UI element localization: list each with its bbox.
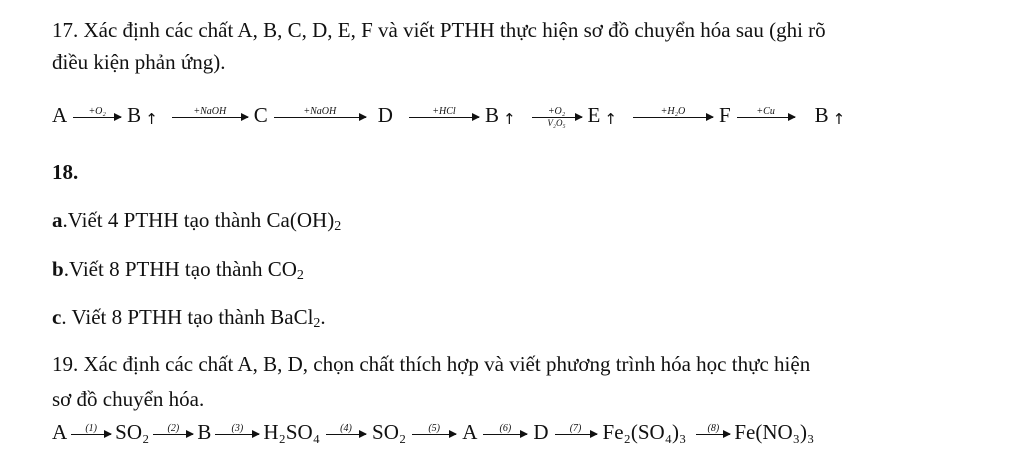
gas-up-icon: ↑ [145, 110, 158, 128]
arrow-step-8 [696, 423, 730, 445]
item-label: c [52, 305, 62, 329]
step-label: (3) [231, 423, 244, 434]
node-so2: SO₂ [115, 420, 150, 444]
node-d: D [533, 420, 549, 444]
node-b-3: B [814, 103, 829, 127]
q17-scheme [52, 103, 845, 128]
step-label: (2) [167, 423, 180, 434]
gas-up-icon: ↑ [832, 110, 846, 128]
node-b: B [197, 420, 212, 444]
arrow-step-3 [215, 423, 259, 445]
reagent-label: +O₂ [547, 106, 566, 117]
item-label: b [52, 257, 64, 281]
q19-scheme [52, 420, 814, 445]
arrow-r7 [737, 106, 795, 128]
node-f: F [718, 103, 731, 127]
gas-up-icon: ↑ [604, 110, 617, 128]
arrow-step-1 [71, 423, 111, 445]
step-label: (6) [499, 423, 512, 434]
node-so2-b: SO₂ [372, 420, 407, 444]
node-fe2so43: Fe₂(SO₄)₃ [602, 420, 687, 444]
reagent-label: +NaOH [303, 106, 337, 117]
node-a: A [52, 420, 68, 444]
q18-item-c [52, 305, 326, 332]
q17-line-1: 17. Xác định các chất A, B, C, D, E, F và viết PTHH thực hiện sơ đồ chuyển hóa sau (ghi rõ [52, 18, 826, 42]
subscript: 2 [334, 219, 342, 234]
step-label: (8) [707, 423, 720, 434]
node-feno33: Fe(NO₃)₃ [734, 420, 815, 444]
q19-line-1: 19. Xác định các chất A, B, D, chọn chất thích hợp và viết phương trình hóa học thực hiện [52, 352, 811, 376]
reagent-label: +HCl [432, 106, 456, 117]
node-d: D [377, 103, 393, 127]
step-label: (1) [85, 423, 97, 434]
arrow-step-7 [555, 423, 597, 445]
period: . [320, 305, 326, 329]
arrow-step-2 [153, 423, 193, 445]
node-a: A [52, 103, 68, 127]
arrow-r1 [73, 106, 121, 128]
node-a-2: A [462, 420, 478, 444]
arrow-r6 [633, 106, 713, 128]
reagent-label: +H₂O [660, 106, 686, 117]
subscript: 2 [296, 268, 304, 283]
reagent-label: +O₂ [88, 106, 106, 117]
node-c: C [253, 103, 268, 127]
node-b-2: B [484, 103, 499, 127]
step-label: (5) [428, 423, 441, 434]
item-text: .Viết 4 PTHH tạo thành Ca(OH) [62, 208, 335, 232]
item-text: .Viết 8 PTHH tạo thành CO [63, 257, 297, 281]
node-b: B [127, 103, 142, 127]
q18-item-a [52, 208, 341, 235]
item-text: . Viết 8 PTHH tạo thành BaCl [61, 305, 314, 329]
q18-item-b [52, 257, 304, 284]
arrow-r3 [274, 106, 366, 128]
q19-line-2: sơ đồ chuyển hóa. [52, 387, 205, 411]
subscript: 2 [313, 316, 321, 331]
arrow-r4 [409, 106, 479, 128]
reagent-label: +Cu [756, 106, 775, 117]
item-label: a [52, 208, 63, 232]
node-h2so4: H₂SO₄ [263, 420, 321, 444]
arrow-step-6 [483, 423, 527, 445]
gas-up-icon: ↑ [502, 110, 516, 128]
step-label: (7) [569, 423, 582, 434]
step-label: (4) [340, 423, 352, 434]
arrow-r2 [172, 106, 248, 128]
reagent-label: +NaOH [193, 106, 227, 117]
arrow-step-4 [326, 423, 366, 445]
arrow-r5 [532, 106, 582, 128]
arrow-step-5 [412, 423, 456, 445]
node-e: E [587, 103, 601, 127]
q17-line-2: điều kiện phản ứng). [52, 50, 226, 74]
catalyst-label: V₂O₅ [547, 118, 566, 128]
q18-title: 18. [52, 160, 79, 184]
